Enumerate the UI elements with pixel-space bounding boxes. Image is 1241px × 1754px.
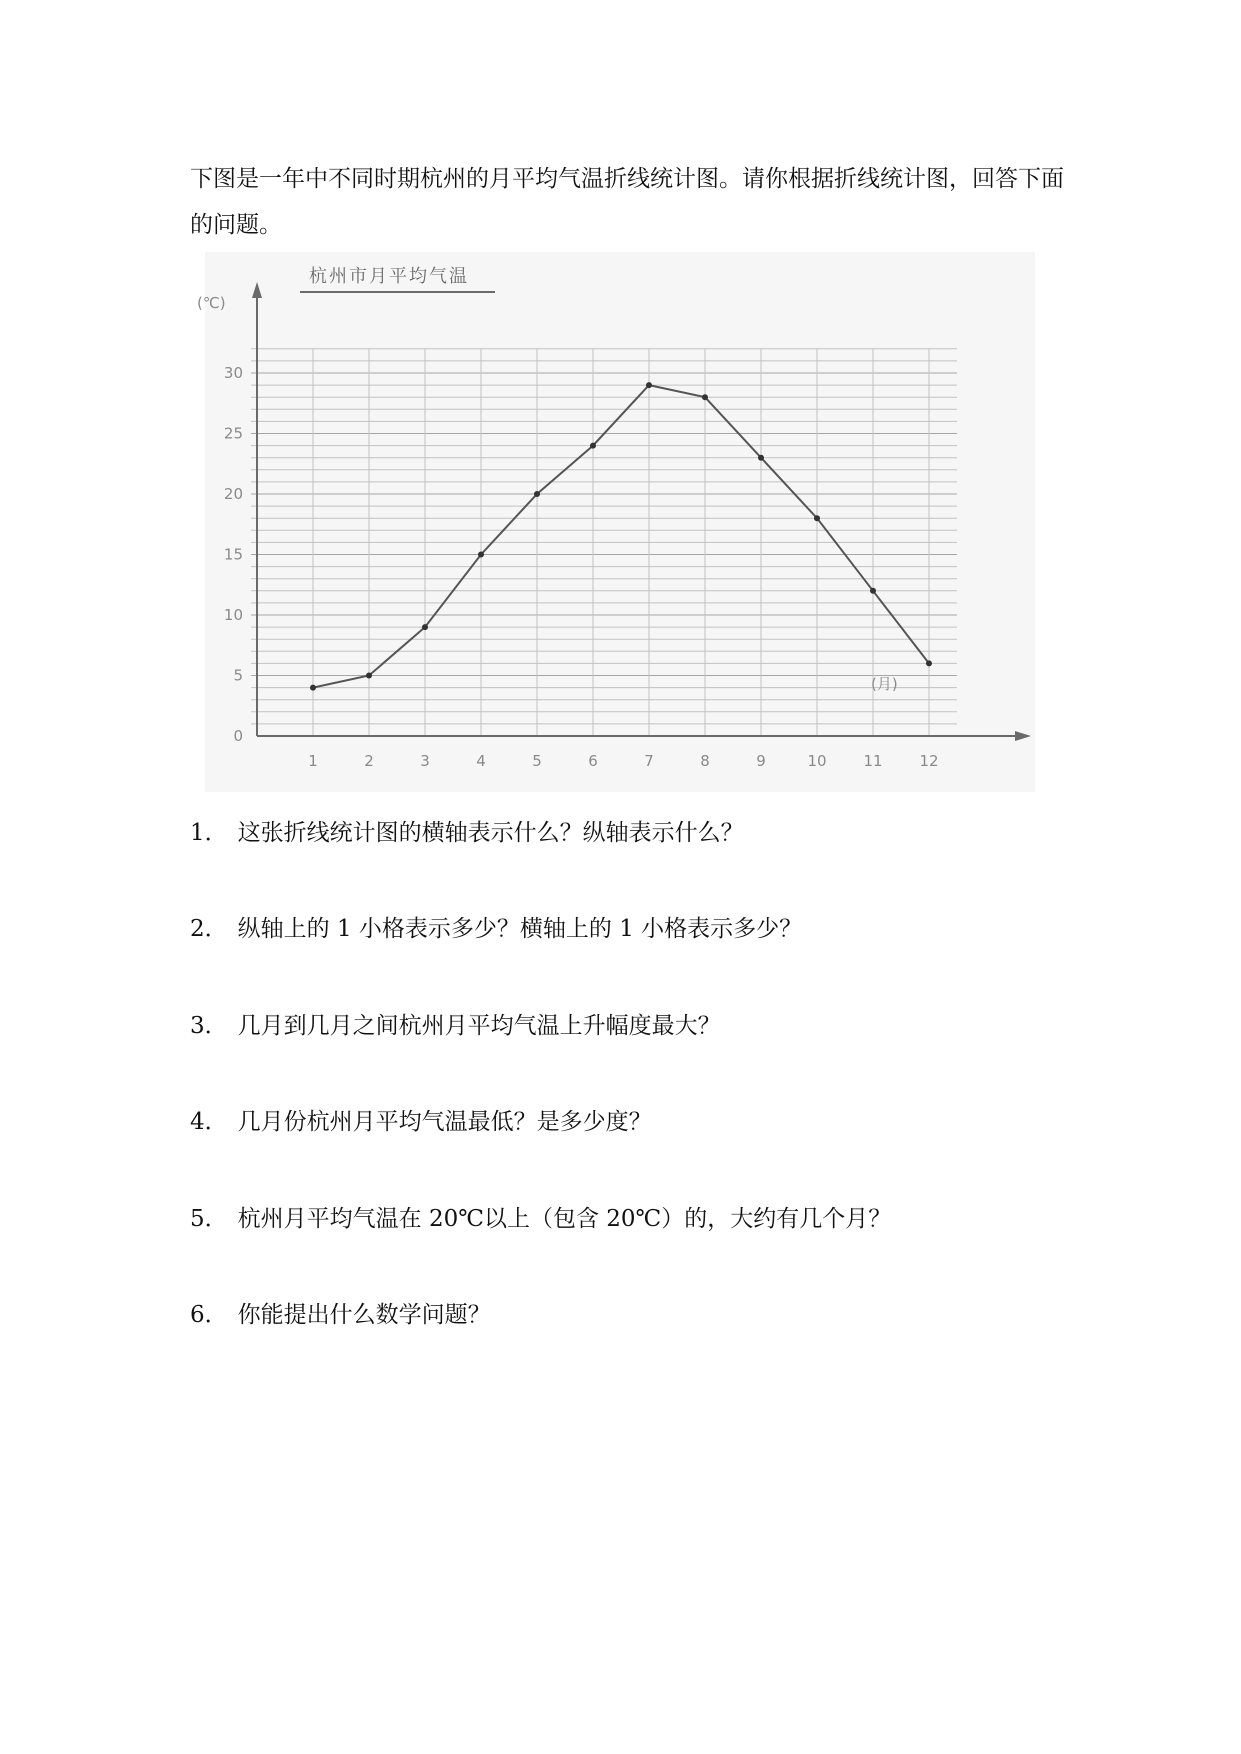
data-point: [478, 552, 484, 558]
y-tick-label: 0: [233, 727, 243, 745]
data-point: [590, 443, 596, 449]
x-axis-arrow: [1015, 731, 1031, 741]
data-point: [310, 685, 316, 691]
question-5: [190, 1204, 891, 1234]
data-point: [758, 455, 764, 461]
question-number: 2．: [190, 916, 228, 942]
question-text: 几月份杭州月平均气温最低？是多少度？: [237, 1109, 652, 1135]
chart-canvas: [197, 252, 1035, 792]
x-unit-label: (月): [871, 675, 898, 693]
x-tick-label: 10: [807, 752, 827, 770]
x-tick-label: 11: [863, 752, 883, 770]
data-point: [366, 673, 372, 679]
x-tick-label: 5: [532, 752, 542, 770]
chart-series: [310, 382, 932, 690]
x-tick-label: 2: [364, 752, 374, 770]
data-point: [422, 624, 428, 630]
chart-title-text: 杭州市月平均气温: [309, 266, 469, 287]
question-text: 这张折线统计图的横轴表示什么？纵轴表示什么？: [237, 820, 744, 846]
x-tick-label: 9: [756, 752, 766, 770]
question-4: [190, 1107, 652, 1137]
question-1: [190, 818, 744, 848]
question-text: 几月到几月之间杭州月平均气温上升幅度最大？: [237, 1013, 721, 1039]
data-point: [702, 394, 708, 400]
x-tick-label: 6: [588, 752, 598, 770]
data-point: [814, 515, 820, 521]
data-point: [870, 588, 876, 594]
data-point: [646, 382, 652, 388]
y-tick-label: 5: [233, 666, 243, 685]
x-tick-label: 1: [308, 752, 318, 770]
question-text: 纵轴上的 1 小格表示多少？横轴上的 1 小格表示多少？: [237, 916, 803, 942]
question-text: 你能提出什么数学问题？: [237, 1302, 491, 1328]
y-tick-label: 10: [223, 606, 243, 624]
x-tick-label: 4: [476, 752, 486, 770]
chart-title: [300, 266, 495, 292]
y-tick-label: 15: [223, 545, 243, 564]
y-unit-label: (℃): [197, 294, 226, 312]
question-number: 4．: [190, 1109, 228, 1135]
x-tick-label: 8: [700, 752, 710, 770]
intro-text: 下图是一年中不同时期杭州的月平均气温折线统计图。请你根据折线统计图，回答下面的问题。: [190, 166, 1064, 238]
temperature-line-chart: [197, 252, 1035, 792]
y-tick-label: 30: [223, 364, 243, 382]
question-number: 1．: [190, 820, 228, 846]
series-line: [313, 385, 929, 687]
question-number: 3．: [190, 1013, 228, 1039]
question-number: 6．: [190, 1302, 228, 1328]
y-tick-label: 20: [223, 485, 243, 503]
question-3: [190, 1011, 721, 1041]
x-tick-label: 12: [919, 752, 939, 770]
question-number: 5．: [190, 1206, 228, 1232]
data-point: [534, 491, 540, 497]
y-tick-label: 25: [223, 424, 243, 443]
x-tick-label: 7: [644, 752, 654, 770]
x-tick-label: 3: [420, 752, 430, 770]
data-point: [926, 660, 932, 666]
question-text: 杭州月平均气温在 20℃以上（包含 20℃）的，大约有几个月？: [237, 1206, 892, 1232]
question-6: [190, 1300, 491, 1330]
question-2: [190, 914, 802, 944]
y-axis-arrow: [252, 282, 262, 298]
